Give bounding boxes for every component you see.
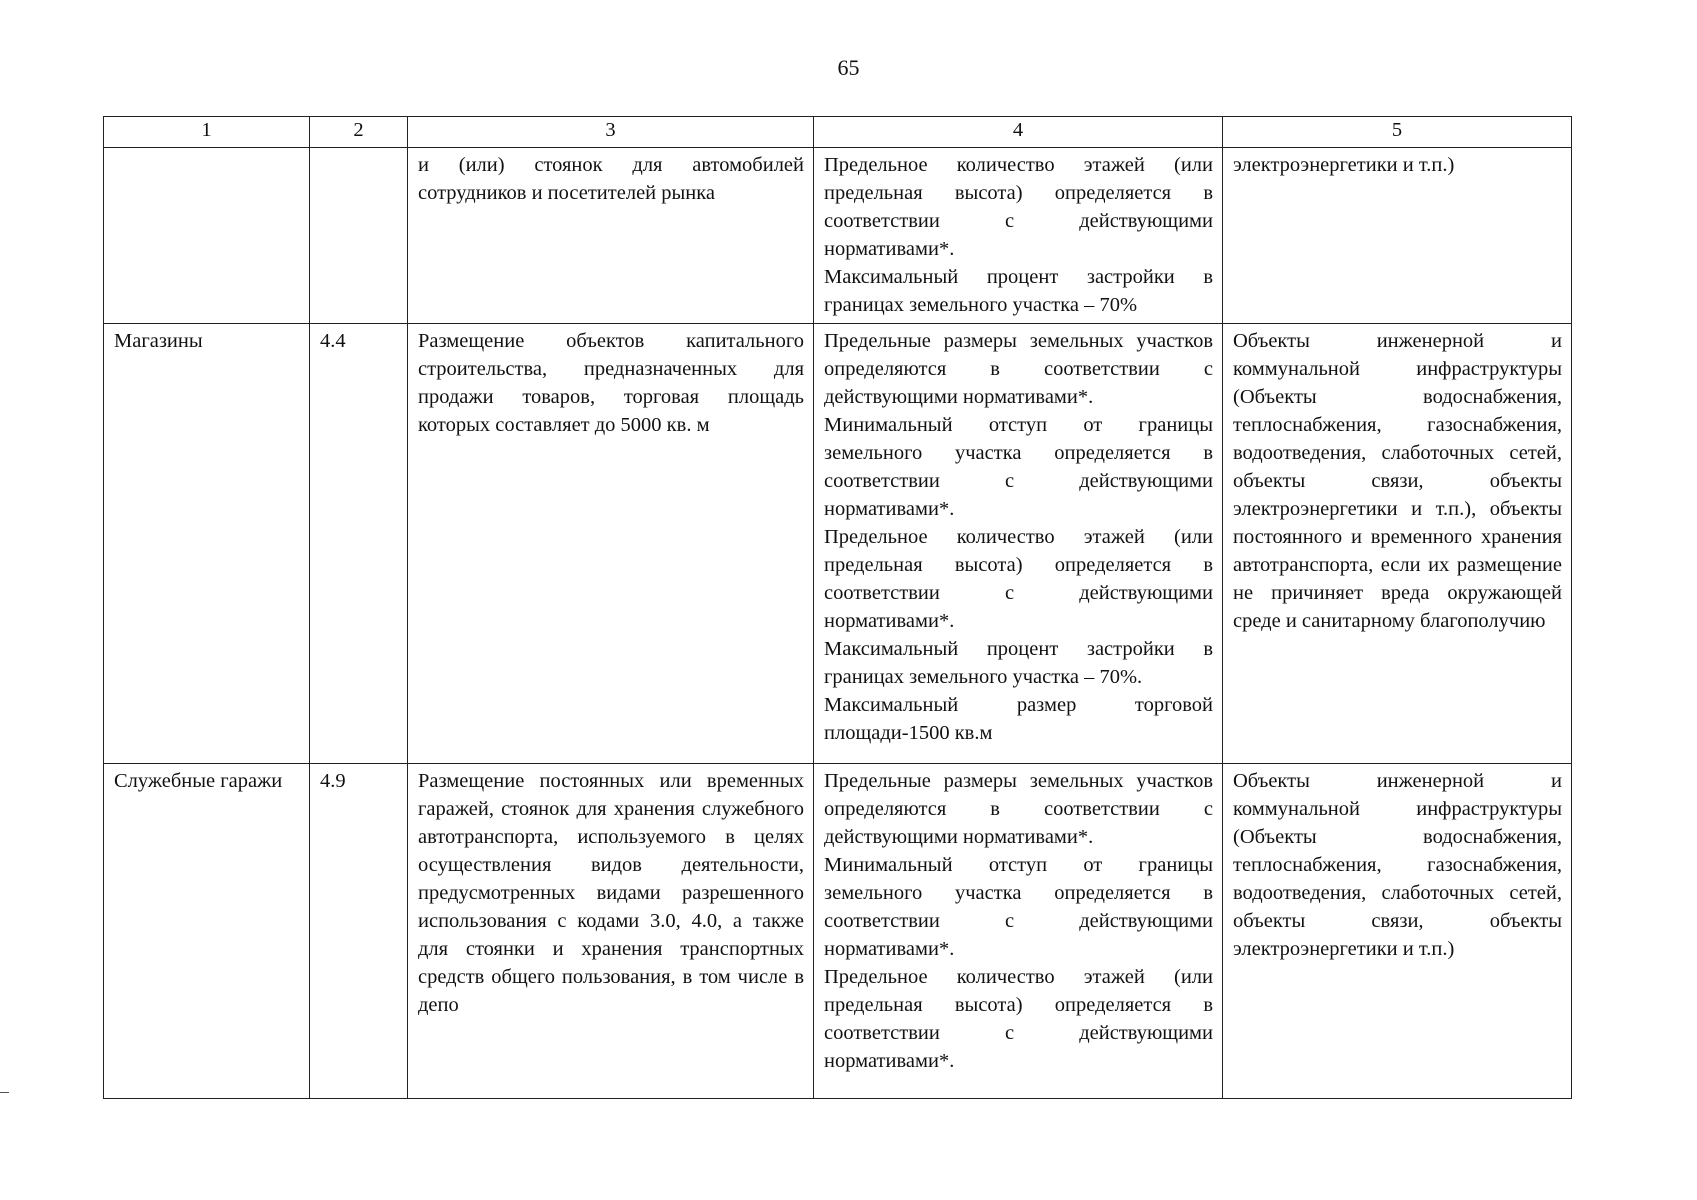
auxiliary-uses-cell: Объекты инженерной и коммунальной инфраструктуры (Объекты водоснабжения, теплоснабжения, газоснабжения, водоотведения, слаботочных сетей, объекты связи, объекты электроэнергетики и т.п.), объекты постоянного и временного хранения автотранспорта, если их размещение не причиняет вреда окружающей среде и санитарному благополучию [1223,324,1572,764]
parameter-item: Максимальный процент застройки в границах земельного участка – 70%. [824,638,1213,688]
column-header: 2 [310,117,408,148]
parameter-item: Максимальный размер торговой площади-1500 кв.м [824,694,1213,744]
table-row [104,324,1572,764]
parameter-item: Предельные размеры земельных участков определяются в соответствии с действующими нормативами*. [824,770,1213,848]
column-header: 1 [104,117,310,148]
use-description-cell: Размещение объектов капитального строительства, предназначенных для продажи товаров, торговая площадь которых составляет до 5000 кв. м [408,324,814,764]
column-header: 5 [1223,117,1572,148]
use-name-cell [104,148,310,324]
parameter-item: Минимальный отступ от границы земельного участка определяется в соответствии с действующими нормативами*. [824,414,1213,520]
land-use-table [103,116,1572,1099]
column-header: 4 [814,117,1223,148]
margin-dash [0,1092,9,1093]
use-code-cell [310,148,408,324]
page-number: 65 [837,55,860,80]
parameter-item: Предельные размеры земельных участков определяются в соответствии с действующими нормативами*. [824,330,1213,408]
parameter-item: Минимальный отступ от границы земельного участка определяется в соответствии с действующими нормативами*. [824,854,1213,960]
parameter-item: Предельное количество этажей (или предельная высота) определяется в соответствии с действующими нормативами*. [824,154,1213,260]
table-row [104,764,1572,1099]
auxiliary-uses-cell: Объекты инженерной и коммунальной инфраструктуры (Объекты водоснабжения, теплоснабжения, газоснабжения, водоотведения, слаботочных сетей, объекты связи, объекты электроэнергетики и т.п.) [1223,764,1572,1099]
use-code-cell: 4.4 [310,324,408,764]
column-header: 3 [408,117,814,148]
use-description-cell: Размещение постоянных или временных гаражей, стоянок для хранения служебного автотранспорта, используемого в целях осуществления видов деятельности, предусмотренных видами разрешенного использования с кодами 3.0, 4.0, а также для стоянки и хранения транспортных средств общего пользования, в том числе в депо [408,764,814,1099]
parameter-item: Предельное количество этажей (или предельная высота) определяется в соответствии с действующими нормативами*. [824,526,1213,632]
parameters-cell [814,148,1223,324]
parameter-item: Максимальный процент застройки в границах земельного участка – 70% [824,266,1213,316]
parameters-cell [814,324,1223,764]
table-header-row [104,117,1572,148]
auxiliary-uses-cell: электроэнергетики и т.п.) [1223,148,1572,324]
use-name-cell: Служебные гаражи [104,764,310,1099]
use-description-cell: и (или) стоянок для автомобилей сотрудников и посетителей рынка [408,148,814,324]
use-name-cell: Магазины [104,324,310,764]
use-code-cell: 4.9 [310,764,408,1099]
parameter-item: Предельное количество этажей (или предельная высота) определяется в соответствии с действующими нормативами*. [824,966,1213,1072]
table-row [104,148,1572,324]
parameters-cell [814,764,1223,1099]
